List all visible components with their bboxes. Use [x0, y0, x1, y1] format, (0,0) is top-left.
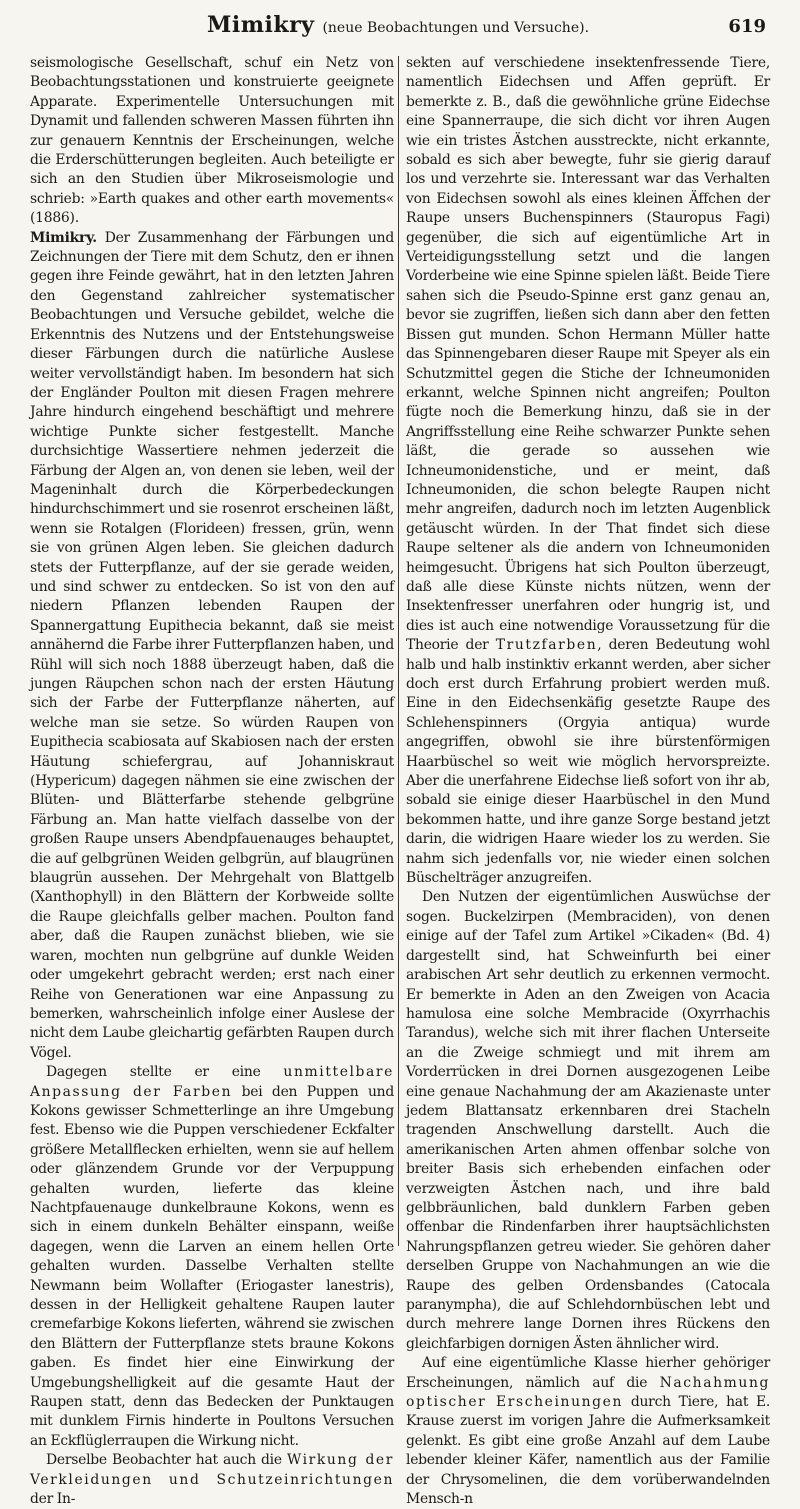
page-subtitle: (neue Beobachtungen und Versuche). [322, 20, 590, 36]
left-column [30, 54, 394, 1509]
column-divider [398, 56, 399, 1246]
left-paragraph-2-text: Der Zusammenhang der Färbungen und Zeichnungen der Tiere mit dem Schutz, den er ihnen gegen ihre Feinde gewährt, hat in den letzten Jahren den Gegenstand zahlreicher systematischer Beobachtungen und Versuche gebildet, welche die Erkenntnis des Nutzens und der Entstehungsweise dieser Färbungen durch die natürliche Auslese weiter vervollständigt haben. Im besondern hat sich der Engländer Poulton mit diesen Fragen mehrere Jahre hindurch eingehend beschäftigt und mehrere wichtige Punkte sicher festgestellt. Manche durchsichtige Wassertiere nehmen jederzeit die Färbung der Algen an, von denen sie leben, weil der Mageninhalt durch die Körperbedeckungen hindurchschimmert und sie rosenrot erscheinen läßt, wenn sie Rotalgen (Florideen) fressen, grün, wenn sie von grünen Algen leben. Sie gleichen dadurch stets der Futterpflanze, auf der sie gerade weiden, und sind schwer zu entdecken. So ist von den auf niedern Pflanzen lebenden Raupen der Spannergattung Eupithecia bekannt, daß sie meist annähernd die Farbe ihrer Futterpflanzen haben, und Rühl will sich noch 1888 überzeugt haben, daß die jungen Räupchen schon nach der ersten Häutung sich der Farbe der Futterpflanze näherten, auf welche man sie setze. So würden Raupen von Eupithecia scabiosata auf Skabiosen nach der ersten Häutung schiefergrau, auf Johanniskraut (Hypericum) dagegen nähmen sie eine zwischen der Blüten- und Blätterfarbe stehende gelbgrüne Färbung an. Man hatte vielfach dasselbe von der großen Raupe unsers Abendpfauenauges behauptet, die auf gelbgrünen Weiden gelbgrün, auf blaugrünen blaugrün aussehen. Der Mehrgehalt von Blattgelb (Xanthophyll) in den Blättern der Korbweide sollte die Raupe gleichfalls gelber machen. Poulton fand aber, daß die Raupen zunächst blieben, wie sie waren, mochten nun gelbgrüne auf dunkle Weiden oder umgekehrt gebracht werden; erst nach einer Reihe von Generationen war eine Anpassung zu bemerken, wahrscheinlich infolge einer Auslese der nicht dem Laube gleichartig gefärbten Raupen durch Vögel. [30, 229, 394, 1061]
left-paragraph-3-start: Dagegen stellte er eine [46, 1064, 284, 1081]
left-paragraph-3-rest: bei den Puppen und Kokons gewisser Schmetterlinge an ihre Umgebung fest. Ebenso wie die Puppen verschiedener Eckfalter größere Metallflecken erhielten, wenn sie auf hellem oder glänzendem Grunde vor der Verpuppung gehalten wurden, lieferte das kleine Nachtpfauenauge dunkelbraune Kokons, wenn es sich in einem dunkeln Behälter einspann, weiße dagegen, wenn die Larven an einem hellen Orte gehalten wurden. Dasselbe Verhalten stellte Newmann beim Wollafter (Eriogaster lanestris), dessen in der Helligkeit gehaltene Raupen lauter cremefarbige Kokons lieferten, während sie zwischen den Blättern der Futterpflanze stets braune Kokons gaben. Es findet hier eine Einwirkung der Umgebungshelligkeit auf die gesamte Haut der Raupen statt, denn das Bedecken der Punktaugen mit dunklem Firnis hinderte in Poultons Versuchen an Eckflüglerraupen die Wirkung nicht. [30, 1083, 395, 1449]
entry-headword: Mimikry. [30, 229, 97, 246]
left-paragraph-1: seismologische Gesellschaft, schuf ein Netz von Beobachtungsstationen und konstruierte geeignete Apparate. Experimentelle Untersuchungen mit Dynamit und fallenden schweren Massen führten ihn zur genauern Kenntnis der Erscheinungen, welche die Erderschütterungen begleiten. Auch beteiligte er sich an den Studien über Mikroseismologie und schrieb: »Earth quakes and other earth movements« (1886). [30, 55, 394, 227]
left-paragraph-3-spaced: unmittelbare Anpassung der Farben [30, 1064, 394, 1100]
right-paragraph-1-rest: , deren Bedeutung wohl halb und halb instinktiv erkannt werden, aber sicher doch erst durch Erfahrung probiert werden muß. Eine in den Eidechsenkäfig gesetzte Raupe des Schlehenspinners (Orgyia antiqua) wurde angegriffen, obwohl sie ihre bürstenförmigen Haarbüschel so weit wie möglich hervorspreizte. Aber die unerfahrene Eidechse ließ sofort von ihr ab, sobald sie einige dieser Haarbüschel in den Mund bekommen hatte, und ihre ganze Sorge bestand jetzt darin, die widrigen Haare wieder los zu werden. Sie nahm sich jedenfalls vor, nie wieder einen solchen Büschelträger anzugreifen. [406, 637, 770, 887]
left-paragraph-3 [30, 1063, 394, 1451]
left-paragraph-4-start: Derselbe Beobachter hat auch die [46, 1452, 287, 1469]
left-paragraph-4-spaced: Wirkung der Verkleidungen und Schutzeinrichtungen [30, 1452, 394, 1488]
right-paragraph-3-start: Auf eine eigentümliche Klasse hierher gehöriger Erscheinungen, nämlich auf die [406, 1355, 770, 1391]
right-paragraph-1-start: sekten auf verschiedene insektenfressende Tiere, namentlich Eidechsen und Affen geprüft. Er bemerkte z. B., daß die gewöhnliche grüne Eidechse eine Spannerraupe, die sich dicht vor ihren Augen wie ein tristes Ästchen ausstreckte, nicht erkannte, sobald es sich aber bewegte, fuhr sie gierig darauf los und verzehrte sie. Interessant war das Verhalten von Eidechsen sowohl als eines kleinen Äffchen der Raupe unsers Buchenspinners (Stauropus Fagi) gegenüber, die sich auf eigentümliche Art in Verteidigungsstellung setzt und die langen Vorderbeine wie eine Spinne spielen läßt. Beide Tiere sahen sich die Pseudo-Spinne erst ganz genau an, bevor sie zugriffen, ließen sich dann aber den fetten Bissen gut munden. Schon Hermann Müller hatte das Spinnengebaren dieser Raupe mit Speyer als ein Schutzmittel gegen die Stiche der Ichneumoniden erkannt, welche Spinnen nicht angreifen; Poulton fügte noch die Bemerkung hinzu, daß sie in der Angriffsstellung eine Reihe schwarzer Punkte sehen läßt, die gerade so aussehen wie Ichneumonidenstiche, und er meint, daß Ichneumoniden, die schon belegte Raupen nicht mehr angreifen, dadurch noch im letzten Augenblick getäuscht würden. In der That findet sich diese Raupe seltener als die andern von Ichneumoniden heimgesucht. Übrigens hat sich Poulton überzeugt, daß alle diese Künste nichts nützen, wenn der Insektenfresser unerfahren oder hungrig ist, und dies ist auch eine notwendige Voraussetzung für die Theorie der [406, 55, 770, 654]
right-paragraph-3 [406, 1354, 770, 1509]
left-paragraph-4-rest: der In- [30, 1491, 76, 1508]
running-head [30, 12, 766, 46]
right-paragraph-3-rest: durch Tiere, hat E. Krause zuerst im vorigen Jahre die Aufmerksamkeit gelenkt. Es gibt eine große Anzahl auf dem Laube lebender kleiner Käfer, namentlich aus der Familie der Chrysomelinen, die dem vorüberwandelnden Mensch-n [406, 1394, 770, 1508]
right-paragraph-1 [406, 54, 770, 888]
right-column [406, 54, 770, 1509]
left-paragraph-2 [30, 229, 394, 1063]
right-paragraph-2: Den Nutzen der eigentümlichen Auswüchse der sogen. Buckelzirpen (Membraciden), von denen einige auf der Tafel zum Artikel »Cikaden« (Bd. 4) dargestellt sind, hat Schweinfurth bei einer arabischen Art sehr deutlich zu erkennen vermocht. Er bemerkte in Aden an den Zweigen von Acacia hamulosa eine solche Membracide (Oxyrrhachis Tarandus), welche sich mit ihrer flachen Unterseite an die Zweige schmiegt und mit ihrem am Vorderrücken in drei Dornen ausgezogenen Leibe eine genaue Nachahmung der am Akazienaste unter jedem Blattansatz erkennbaren drei Stacheln tragenden Anschwellung darstellt. Auch die amerikanischen Arten ahmen offenbar solche von breiter Basis sich erhebenden einfachen oder verzweigten Ästchen nach, und ihre bald gelbbräunlichen, bald dunklern Farben geben offenbar die Rindenfarben ihrer hauptsächlichsten Nahrungspflanzen getreu wieder. Sie gehören daher derselben Gruppe von Nachahmungen an wie die Raupe des gelben Ordensbandes (Catocala paranympha), die auf Schlehdornbüschen lebt und durch mehrere lange Dornen ihres Rückens den gleichfarbigen dornigen Ästen ähnlicher wird. [406, 889, 770, 1352]
right-paragraph-3-spaced: Nachahmung optischer Erscheinungen [406, 1374, 770, 1411]
page-number: 619 [728, 16, 766, 37]
left-paragraph-4 [30, 1451, 394, 1509]
page-title: Mimikry [206, 12, 315, 38]
right-paragraph-1-spaced: Trutzfarben [495, 637, 598, 654]
